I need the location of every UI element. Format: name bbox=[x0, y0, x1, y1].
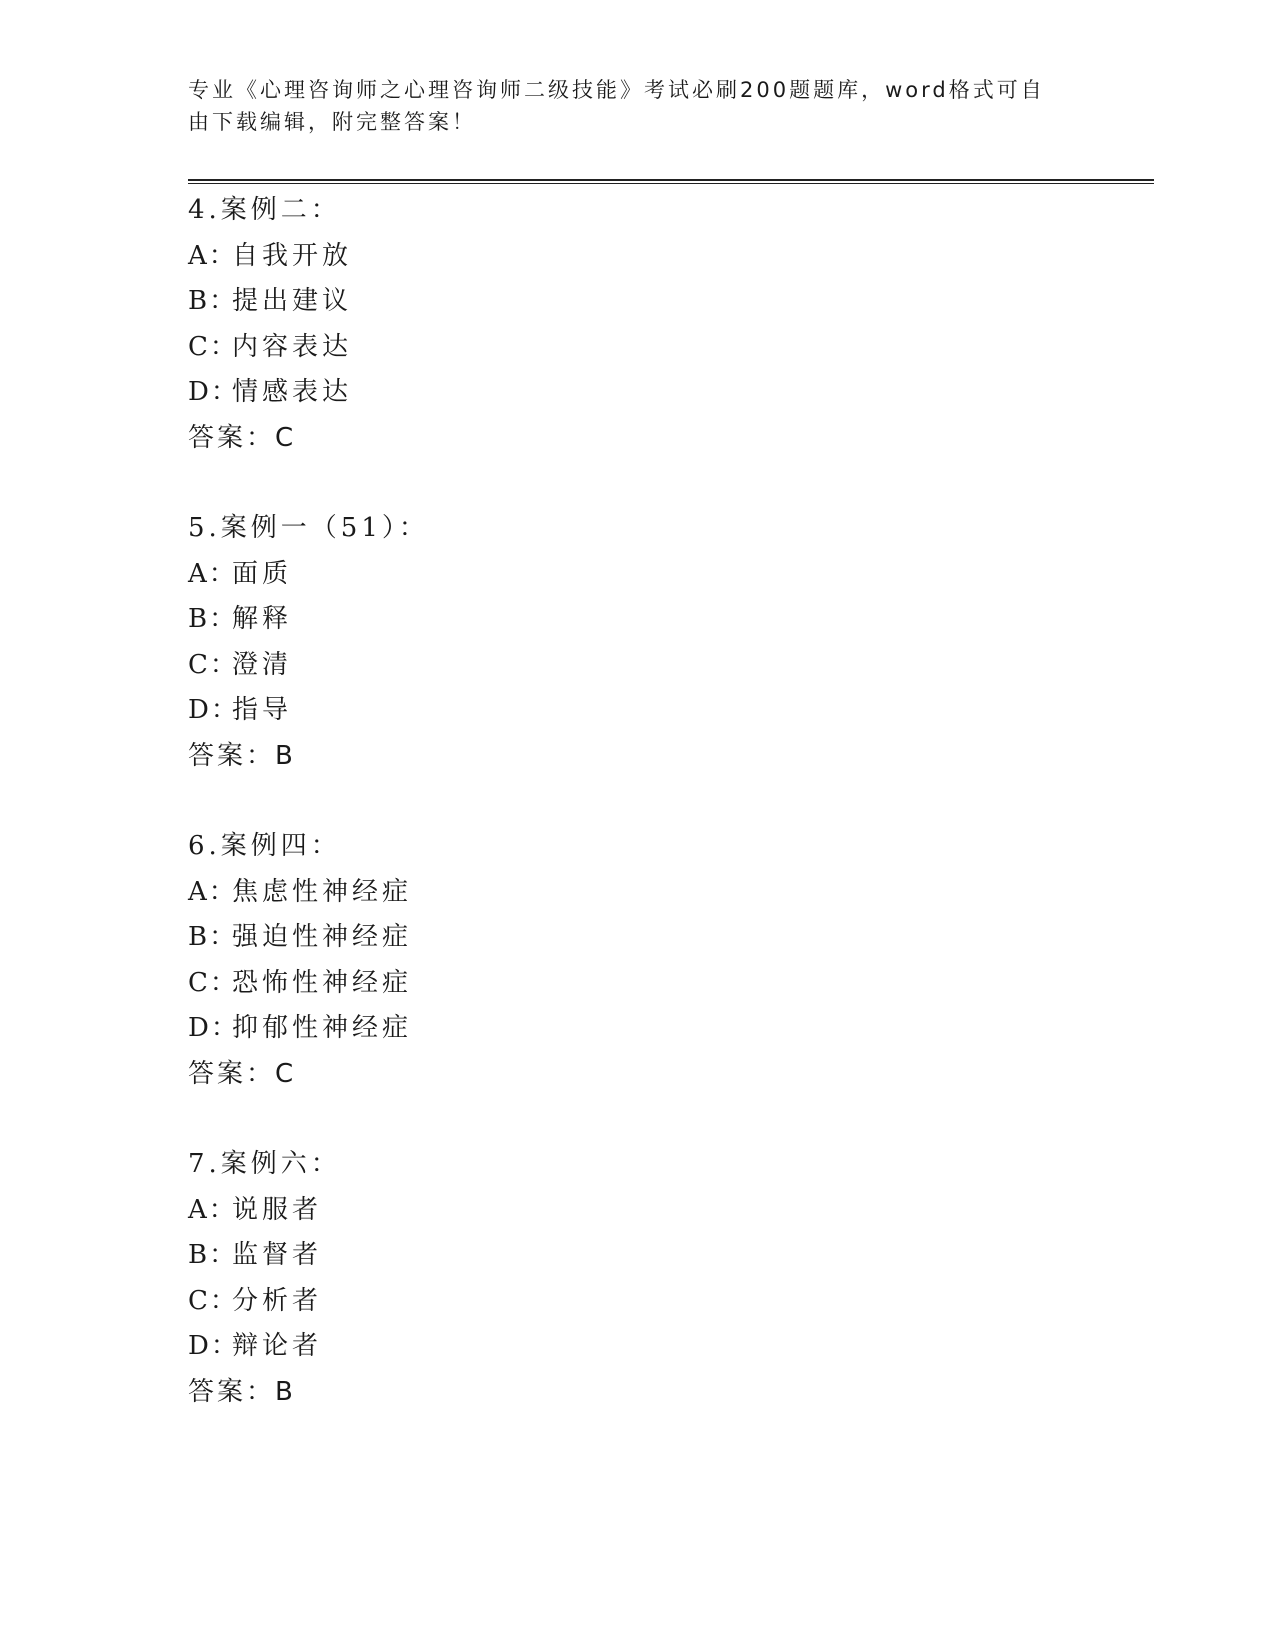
option-a bbox=[188, 234, 352, 280]
answer-line: 答案：B bbox=[188, 1376, 296, 1407]
option-b bbox=[188, 1233, 341, 1279]
option-text: 解释 bbox=[232, 604, 293, 634]
option-text: 焦虑性神经症 bbox=[232, 876, 413, 907]
option-letter: D： bbox=[188, 1331, 239, 1361]
option-text: 说服者 bbox=[232, 1194, 323, 1225]
option-text: 面质 bbox=[232, 558, 293, 589]
option-letter: A： bbox=[188, 876, 237, 907]
option-text: 指导 bbox=[232, 695, 293, 725]
option-text: 情感表达 bbox=[232, 377, 353, 407]
option-letter: A： bbox=[188, 1194, 237, 1225]
option-b bbox=[188, 597, 429, 643]
answer-line: 答案：C bbox=[188, 422, 297, 453]
option-text: 内容表达 bbox=[232, 331, 353, 362]
option-d bbox=[188, 370, 352, 416]
option-c bbox=[188, 961, 412, 1007]
option-b bbox=[188, 279, 352, 325]
question-stem: 5.案例一（51）： bbox=[188, 513, 429, 543]
option-d bbox=[188, 688, 429, 734]
header-divider bbox=[188, 179, 1154, 184]
option-text: 自我开放 bbox=[232, 240, 353, 271]
option-letter: C： bbox=[188, 967, 238, 998]
option-a bbox=[188, 1188, 341, 1234]
option-letter: D： bbox=[188, 695, 239, 725]
option-text: 监督者 bbox=[232, 1240, 323, 1270]
option-letter: B： bbox=[188, 604, 238, 634]
option-a bbox=[188, 870, 412, 916]
option-text: 辩论者 bbox=[232, 1331, 323, 1361]
option-d bbox=[188, 1324, 341, 1370]
option-d bbox=[188, 1006, 412, 1052]
question-5 bbox=[188, 506, 429, 779]
option-letter: D： bbox=[188, 1013, 239, 1043]
question-6 bbox=[188, 824, 412, 1097]
option-c bbox=[188, 1279, 341, 1325]
option-text: 恐怖性神经症 bbox=[232, 967, 413, 998]
question-4 bbox=[188, 188, 352, 461]
option-b bbox=[188, 915, 412, 961]
option-text: 抑郁性神经症 bbox=[232, 1013, 413, 1043]
option-text: 分析者 bbox=[232, 1285, 323, 1316]
option-text: 澄清 bbox=[232, 649, 293, 680]
option-a bbox=[188, 552, 429, 598]
option-letter: C： bbox=[188, 331, 238, 362]
option-c bbox=[188, 325, 352, 371]
question-stem: 7.案例六： bbox=[188, 1149, 341, 1179]
answer-line: 答案：C bbox=[188, 1058, 297, 1089]
option-letter: C： bbox=[188, 1285, 238, 1316]
question-stem: 6.案例四： bbox=[188, 831, 341, 861]
option-letter: D： bbox=[188, 377, 239, 407]
option-c bbox=[188, 643, 429, 689]
option-letter: B： bbox=[188, 286, 238, 316]
option-letter: C： bbox=[188, 649, 238, 680]
answer-line: 答案：B bbox=[188, 740, 296, 771]
option-text: 提出建议 bbox=[232, 286, 353, 316]
question-stem: 4.案例二： bbox=[188, 195, 341, 225]
option-letter: A： bbox=[188, 240, 237, 271]
document-header: 专业《心理咨询师之心理咨询师二级技能》考试必刷200题题库，word格式可自由下载编辑，附完整答案！ bbox=[188, 78, 1045, 134]
option-text: 强迫性神经症 bbox=[232, 922, 413, 952]
question-7 bbox=[188, 1142, 341, 1415]
option-letter: A： bbox=[188, 558, 237, 589]
option-letter: B： bbox=[188, 1240, 238, 1270]
option-letter: B： bbox=[188, 922, 238, 952]
